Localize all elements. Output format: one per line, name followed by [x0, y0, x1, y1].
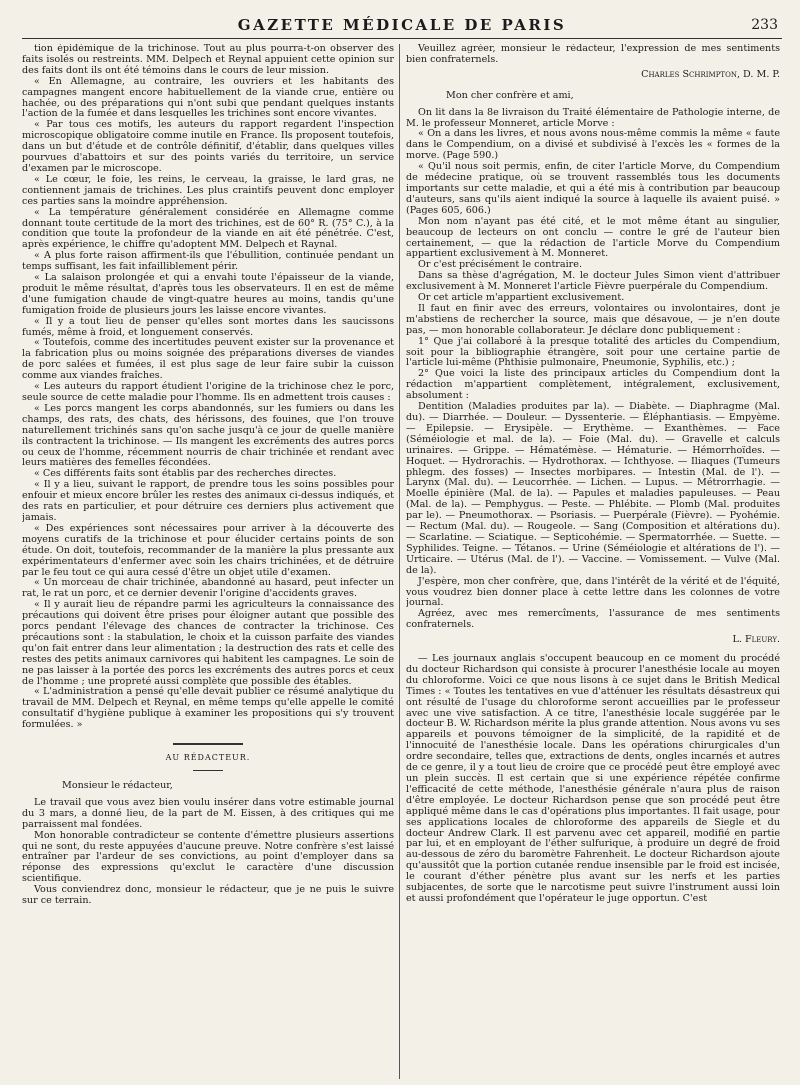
- paragraph: « La salaison prolongée et qui a envahi toute l'épaisseur de la viande, produit le même résultat, d'après tous les observateurs. Il en est de même d'une fumigation chaude de vingt-quatre heures au moins, tandis qu'une fumigation froide de plusieurs jours les laisse encore vivantes.: [22, 272, 394, 316]
- letter-body: [22, 798, 394, 907]
- letter-paragraph: Mon honorable contradicteur se contente d'émettre plusieurs assertions qui ne sont, du reste appuyées d'aucune preuve. Notre confrère s'est laissé entraîner par l'ardeur de ses convictions, au point d'employer dans sa réponse des expressions qu'exclut le caractère d'une discussion scientifique.: [22, 829, 394, 885]
- paragraph: « Le cœur, le foie, les reins, le cerveau, la graisse, le lard gras, ne contiennent jamais de trichines. Les plus craintifs peuvent donc employer ces parties sans la moindre appréhension.: [22, 173, 394, 207]
- signature-schrimpton: Charles Schrimpton, D. M. P.: [641, 68, 780, 80]
- left-article-body: [22, 44, 394, 731]
- section-heading: AU RÉDACTEUR.: [165, 753, 251, 763]
- paragraph: Il faut en finir avec des erreurs, volontaires ou involontaires, dont je m'abstiens de rechercher la source, mais que désavoue, — je n'en doute pas, — mon honorable collaborateur. Je déclare donc publiquement :: [406, 302, 780, 336]
- paragraph: Or c'est précisément le contraire.: [418, 259, 582, 271]
- paragraph: 1° Que j'ai collaboré à la presque totalité des articles du Compendium, soit pour la bibliographie étrangère, soit pour une certaine partie de l'article lui-même (Phthisie pulmonaire, Pneumonie, Syphilis, etc.) ;: [406, 335, 780, 369]
- paragraph: « Il y a tout lieu de penser qu'elles sont mortes dans les saucissons fumés, même à froid, et longuement conservés.: [22, 315, 394, 338]
- paragraph: Or cet article m'appartient exclusivement.: [418, 292, 625, 304]
- right-column: [406, 44, 780, 1079]
- paragraph: tion épidémique de la trichinose. Tout au plus pourra-t-on observer des faits isolés ou restreints. MM. Delpech et Reynal appuient cette opinion sur des faits dont ils ont été témoins dans le cours de leur mission.: [22, 44, 394, 76]
- letter-closing: [406, 44, 780, 66]
- column-divider: [399, 44, 400, 1079]
- paragraph: 2° Que voici la liste des principaux articles du Compendium dont la rédaction m'appartient complètement, intégralement, exclusivement, absolument :: [406, 368, 780, 402]
- paragraph: « Les auteurs du rapport étudient l'origine de la trichinose chez le porc, seule source de cette maladie pour l'homme. Ils en admettent trois causes :: [22, 381, 394, 403]
- signature-fleury: L. Fleury.: [732, 634, 780, 646]
- journal-title: GAZETTE MÉDICALE DE PARIS: [237, 16, 567, 34]
- paragraph: « Il y aurait lieu de répandre parmi les agriculteurs la connaissance des précautions qui doivent être prises pour éloigner autant que possible des porcs pendant l'élevage des chances de contracter la trichinose. Ces précautions sont : la stabulation, le choix et la cuisson parfaite des viandes qu'on fait entrer dans leur alimentation ; la destruction des rats et celle des restes des petits animaux carnivores qui habitent les campagnes. Le soin de ne pas laisser à la portée des porcs les excréments des autres porcs et ceux de l'homme ; une propreté aussi complète que possible des étables.: [22, 599, 394, 687]
- paragraph: « Les porcs mangent les corps abandonnés, sur les fumiers ou dans les champs, des rats, des chats, des hérissons, des fouines, que l'on trouve naturellement trichinés sans qu'on sache jusqu'à ce jour de quelle manière ils contractent la trichinose. — Ils mangent les excréments des autres porcs ou ceux de l'homme, récemment nourris de chair trichinée et rendant avec leurs matières des femelles fécondées.: [22, 402, 394, 469]
- left-column: [22, 44, 394, 1079]
- paragraph: « A plus forte raison affirment-ils que l'ébullition, continuée pendant un temps suffisant, les fait infailliblement périr.: [22, 250, 394, 273]
- news-item: [406, 654, 780, 905]
- paragraph: J'espère, mon cher confrère, que, dans l'intérêt de la vérité et de l'équité, vous voudrez bien donner place à cette lettre dans les colonnes de votre journal.: [406, 575, 780, 609]
- paragraph: Dentition (Maladies produites par la). — Diabète. — Diaphragme (Mal. du). — Diarrhée. — Douleur. — Dyssenterie. — Éléphantiasis. — Empyème. — Epilepsie. — Erysipèle. — Erythème. — Exanthèmes. — Face (Séméiologie et mal. de la). — Foie (Mal. du). — Gravelle et calculs urinaires. — Grippe. — Hématémèse. — Hématurie. — Hémorrhoïdes. — Hoquet. — Hydrorachis. — Hydrothorax. — Ichthyose. — Iliaques (Tumeurs phlegm. des fosses) — Insectes morbipares. — Intestin (Mal. de l'). — Larynx (Mal. du). — Leucorrhée. — Lichen. — Lupus. — Métrorrhagie. — Moelle épinière (Mal. de la). — Papules et maladies papuleuses. — Peau (Mal. de la). — Pemphygus. — Peste. — Phlébite. — Plomb (Mal. produites par le). — Pneumothorax. — Psoriasis. — Puerpérale (Fièvre). — Pyohémie. — Rectum (Mal. du). — Rougeole. — Sang (Composition et altérations du). — Scarlatine. — Sciatique. — Septicohémie. — Spermatorrhée. — Suette. — Syphilides. Teigne. — Tétanos. — Urine (Séméiologie et altérations de l'). — Urticaire. — Utérus (Mal. de l'). — Vaccine. — Vomissement. — Vulve (Mal. de la).: [406, 401, 780, 576]
- paragraph: « Qu'il nous soit permis, enfin, de citer l'article Morve, du Compendium de médecine pratique, où se trouvent rassemblés tous les documents importants sur cette maladie, et qui a été mis à contribution par beaucoup d'auteurs, sans qu'ils aient indiqué la source à laquelle ils avaient puisé. » (Pages 605, 606.): [406, 161, 780, 216]
- second-letter-body: [406, 108, 780, 632]
- paragraph: « On a dans les livres, et nous avons nous-même commis la même « faute dans le Compendium, on a divisé et subdivisé à l'excès les « formes de la morve. (Page 590.): [406, 128, 780, 162]
- paragraph: « L'administration a pensé qu'elle devait publier ce résumé analytique du travail de MM. Delpech et Reynal, en même temps qu'elle appelle le comité consultatif d'hygiène publique à examiner les propositions qui s'y trouvent formulées. »: [22, 686, 394, 731]
- letter-paragraph: Le travail que vous avez bien voulu insérer dans votre estimable journal du 3 mars, a donné lieu, de la part de M. Eissen, à des critiques qui me parraissent mal fondées.: [22, 796, 394, 830]
- letter-paragraph: Vous conviendrez donc, monsieur le rédacteur, que je ne puis le suivre sur ce terrain.: [22, 884, 394, 907]
- page-number: 233: [751, 17, 778, 33]
- paragraph: « Des expériences sont nécessaires pour arriver à la découverte des moyens curatifs de la trichinose et pour élucider certains points de son étude. On doit, toutefois, recommander de la manière la plus pressante aux expérimentateurs d'enfermer avec soin les chairs trichinées, et de détruire par le feu tout ce qui aura cessé d'être un objet utile d'examen.: [22, 522, 394, 578]
- paragraph: Mon nom n'ayant pas été cité, et le mot même étant au singulier, beaucoup de lecteurs on ont conclu — contre le gré de l'auteur bien certainement, — que la rédaction de l'article Morve du Compendium appartient exclusivement à M. Monneret.: [406, 215, 780, 260]
- letter-salutation: Monsieur le rédacteur,: [62, 780, 173, 791]
- paragraph: Dans sa thèse d'agrégation, M. le docteur Jules Simon vient d'attribuer exclusivement à M. Monneret l'article Fièvre puerpérale du Compendium.: [406, 270, 780, 293]
- paragraph: « Toutefois, comme des incertitudes peuvent exister sur la provenance et la fabrication plus ou moins soignée des préparations diverses de viandes de porc salées et fumées, il est plus sage de leur faire subir la cuisson comme aux viandes fraîches.: [22, 337, 394, 382]
- paragraph: « La température généralement considérée en Allemagne comme donnant toute certitude de la mort des trichines, est de 60° R. (75° C.), à la condition que toute la profondeur de la viande en ait été pénétrée. C'est, après expérience, le chiffre qu'adoptent MM. Delpech et Raynal.: [22, 206, 394, 251]
- paragraph: « En Allemagne, au contraire, les ouvriers et les habitants des campagnes mangent encore habituellement de la viande crue, entière ou hachée, ou des préparations qui n'ont subi que pendant quelques instants l'action de la fumée et dans lesquelles les trichines sont encore vivantes.: [22, 75, 394, 120]
- paragraph: — Les journaux anglais s'occupent beaucoup en ce moment du procédé du docteur Richardson qui consiste à procurer l'anesthésie locale au moyen du chloroforme. Voici ce que nous lisons à ce sujet dans le British Medical Times : « Toutes les tentatives en vue d'atténuer les résultats désastreux qui ont résulté de l'usage du chloroforme seront accueillies par le professeur avec une vive satisfaction. A ce titre, l'anesthésie locale suggérée par le docteur B. W. Richardson mérite la plus grande attention. Nous avons vu ses appareils et pouvons témoigner de la simplicité, de la rapidité et de l'innocuité de l'anesthésie locale. Dans les opérations chirurgicales d'un ordre secondaire, telles que, extractions de dents, ongles incarnés et autres de ce genre, il y a tout lieu de croire que ce procédé peut être employé avec un plein succès. Il est certain que si une expérience répétée confirme l'efficacité de cette méthode, l'anesthésie générale n'aura plus de raison d'être employée. Le docteur Richardson pense que son procédé peut être appliqué même dans le cas d'opérations plus importantes. Il fait usage, pour ses applications locales de chloroforme des appareils de Siegle et du docteur Andrew Clark. Il est parvenu avec cet appareil, modifié en partie par lui, et en employant de l'éther sulfurique, à produire un degré de froid au-dessous de zéro du baromètre Fahrenheit. Le docteur Richardson ajoute qu'aussitôt que la portion cutanée rendue insensible par le froid est incisée, le courant d'éther pénètre plus avant sur les nerfs et les parties subjacentes, de sorte que le narcotisme peut suivre l'instrument aussi loin et aussi profondément que l'opérateur le juge opportun. C'est: [406, 653, 780, 904]
- paragraph: « Il y a lieu, suivant le rapport, de prendre tous les soins possibles pour enfouir et mieux encore brûler les restes des animaux ci-dessus indiqués, et des rats en particulier, et pour détruire ces derniers plus activement que jamais.: [22, 479, 394, 523]
- heading-underline: [193, 770, 223, 771]
- paragraph: « Par tous ces motifs, les auteurs du rapport regardent l'inspection microscopique obligatoire comme inutile en France. Ils proposent toutefois, dans un but d'étude et de contrôle définitif, d'établir, dans quelques villes pourvues d'abattoirs et sur des points variés du territoire, un service d'examen par le microscope.: [22, 119, 394, 174]
- section-separator: [173, 743, 243, 745]
- paragraph: « Un morceau de chair trichinée, abandonné au hasard, peut infecter un rat, le rat un porc, et ce dernier devenir l'origine d'accidents graves.: [22, 577, 394, 600]
- paragraph: Agréez, avec mes remercîments, l'assurance de mes sentiments confraternels.: [406, 608, 780, 631]
- paragraph: Veuillez agréer, monsieur le rédacteur, l'expression de mes sentiments bien confraternels.: [406, 44, 780, 65]
- page-header: [22, 16, 782, 39]
- paragraph: « Ces différents faits sont établis par des recherches directes.: [34, 468, 337, 480]
- second-letter-salutation: Mon cher confrère et ami,: [446, 89, 574, 101]
- paragraph: On lit dans la 8e livraison du Traité élémentaire de Pathologie interne, de M. le professeur Monneret, article Morve :: [406, 106, 780, 129]
